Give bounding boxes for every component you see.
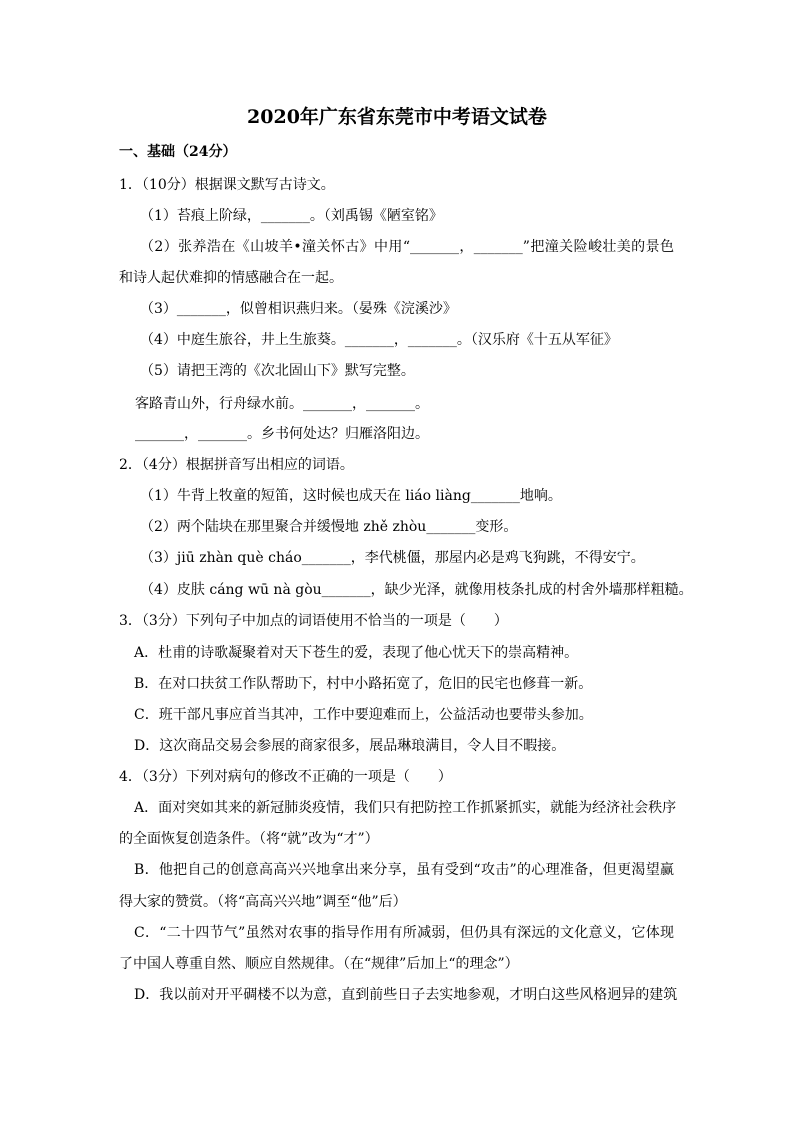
q4-option-b: B．他把自己的创意高高兴兴地拿出来分享，虽有受到“攻击”的心理准备，但更渴望赢 xyxy=(134,862,674,878)
q2-line-1: （1）牛背上牧童的短笛，这时候也成天在 liáo liàng_______地响。 xyxy=(140,488,562,504)
q3-option-d: D．这次商品交易会参展的商家很多，展品琳琅满目，令人目不暇接。 xyxy=(134,738,566,754)
q3-option-c: C．班干部凡事应首当其冲，工作中要迎难而上，公益活动也要带头参加。 xyxy=(134,707,593,723)
q3-option-a: A．杜甫的诗歌凝聚着对天下苍生的爱，表现了他心忧天下的崇高精神。 xyxy=(134,645,579,661)
q1-poem-line-2: _______，_______。乡书何处达？归雁洛阳边。 xyxy=(135,426,429,442)
exam-title: 2020年广东省东莞市中考语文试卷 xyxy=(247,106,547,128)
q4-option-a-cont: 的全面恢复创造条件。（将“就”改为“才”） xyxy=(119,831,379,847)
q2-line-3: （3）jiū zhàn què cháo_______，李代桃僵，那屋内必是鸡飞狗跳，不得安宁。 xyxy=(140,550,645,566)
question-3-stem: 3．（3分）下列句子中加点的词语使用不恰当的一项是（ ） xyxy=(119,613,508,629)
q4-option-d: D．我以前对开平碉楼不以为意，直到前些日子去实地参观，才明白这些风格迥异的建筑 xyxy=(134,987,678,1003)
q1-line-4: （4）中庭生旅谷，井上生旅葵。_______，_______。（汉乐府《十五从军征》 xyxy=(140,332,618,348)
q3-option-b: B．在对口扶贫工作队帮助下，村中小路拓宽了，危旧的民宅也修葺一新。 xyxy=(134,676,593,692)
q1-line-3: （3）_______，似曾相识燕归来。（晏殊《浣溪沙》 xyxy=(140,301,457,317)
q4-option-a: A．面对突如其来的新冠肺炎疫情，我们只有把防控工作抓紧抓实，就能为经济社会秩序 xyxy=(134,800,677,816)
q1-line-2: （2）张养浩在《山坡羊•潼关怀古》中用“_______，_______”把潼关险峻壮美的景色 xyxy=(140,239,674,255)
q1-line-5: （5）请把王湾的《次北固山下》默写完整。 xyxy=(140,363,415,379)
q4-option-c: C．“二十四节气”虽然对农事的指导作用有所减弱，但仍具有深远的文化意义，它体现 xyxy=(134,925,674,941)
q1-poem-line-1: 客路青山外，行舟绿水前。_______，_______。 xyxy=(135,396,429,412)
question-2-stem: 2．（4分）根据拼音写出相应的词语。 xyxy=(119,457,354,473)
question-1-stem: 1．（10分）根据课文默写古诗文。 xyxy=(119,177,335,193)
q2-line-2: （2）两个陆块在那里聚合并缓慢地 zhě zhòu_______变形。 xyxy=(140,519,518,535)
q4-option-c-cont: 了中国人尊重自然、顺应自然规律。（在“规律”后加上“的理念”） xyxy=(119,956,519,972)
q2-line-4: （4）皮肤 cáng wū nà gòu_______，缺少光泽，就像用枝条扎成的村舍外墙那样粗糙。 xyxy=(140,582,693,598)
question-4-stem: 4．（3分）下列对病句的修改不正确的一项是（ ） xyxy=(119,769,452,785)
q1-line-2-cont: 和诗人起伏难抑的情感融合在一起。 xyxy=(119,270,343,286)
q4-option-b-cont: 得大家的赞赏。（将“高高兴兴地”调至“他”后） xyxy=(119,894,407,910)
section-heading-basics: 一、基础（24分） xyxy=(119,144,237,160)
q1-line-1: （1）苔痕上阶绿，_______。（刘禹锡《陋室铭》 xyxy=(140,208,443,224)
